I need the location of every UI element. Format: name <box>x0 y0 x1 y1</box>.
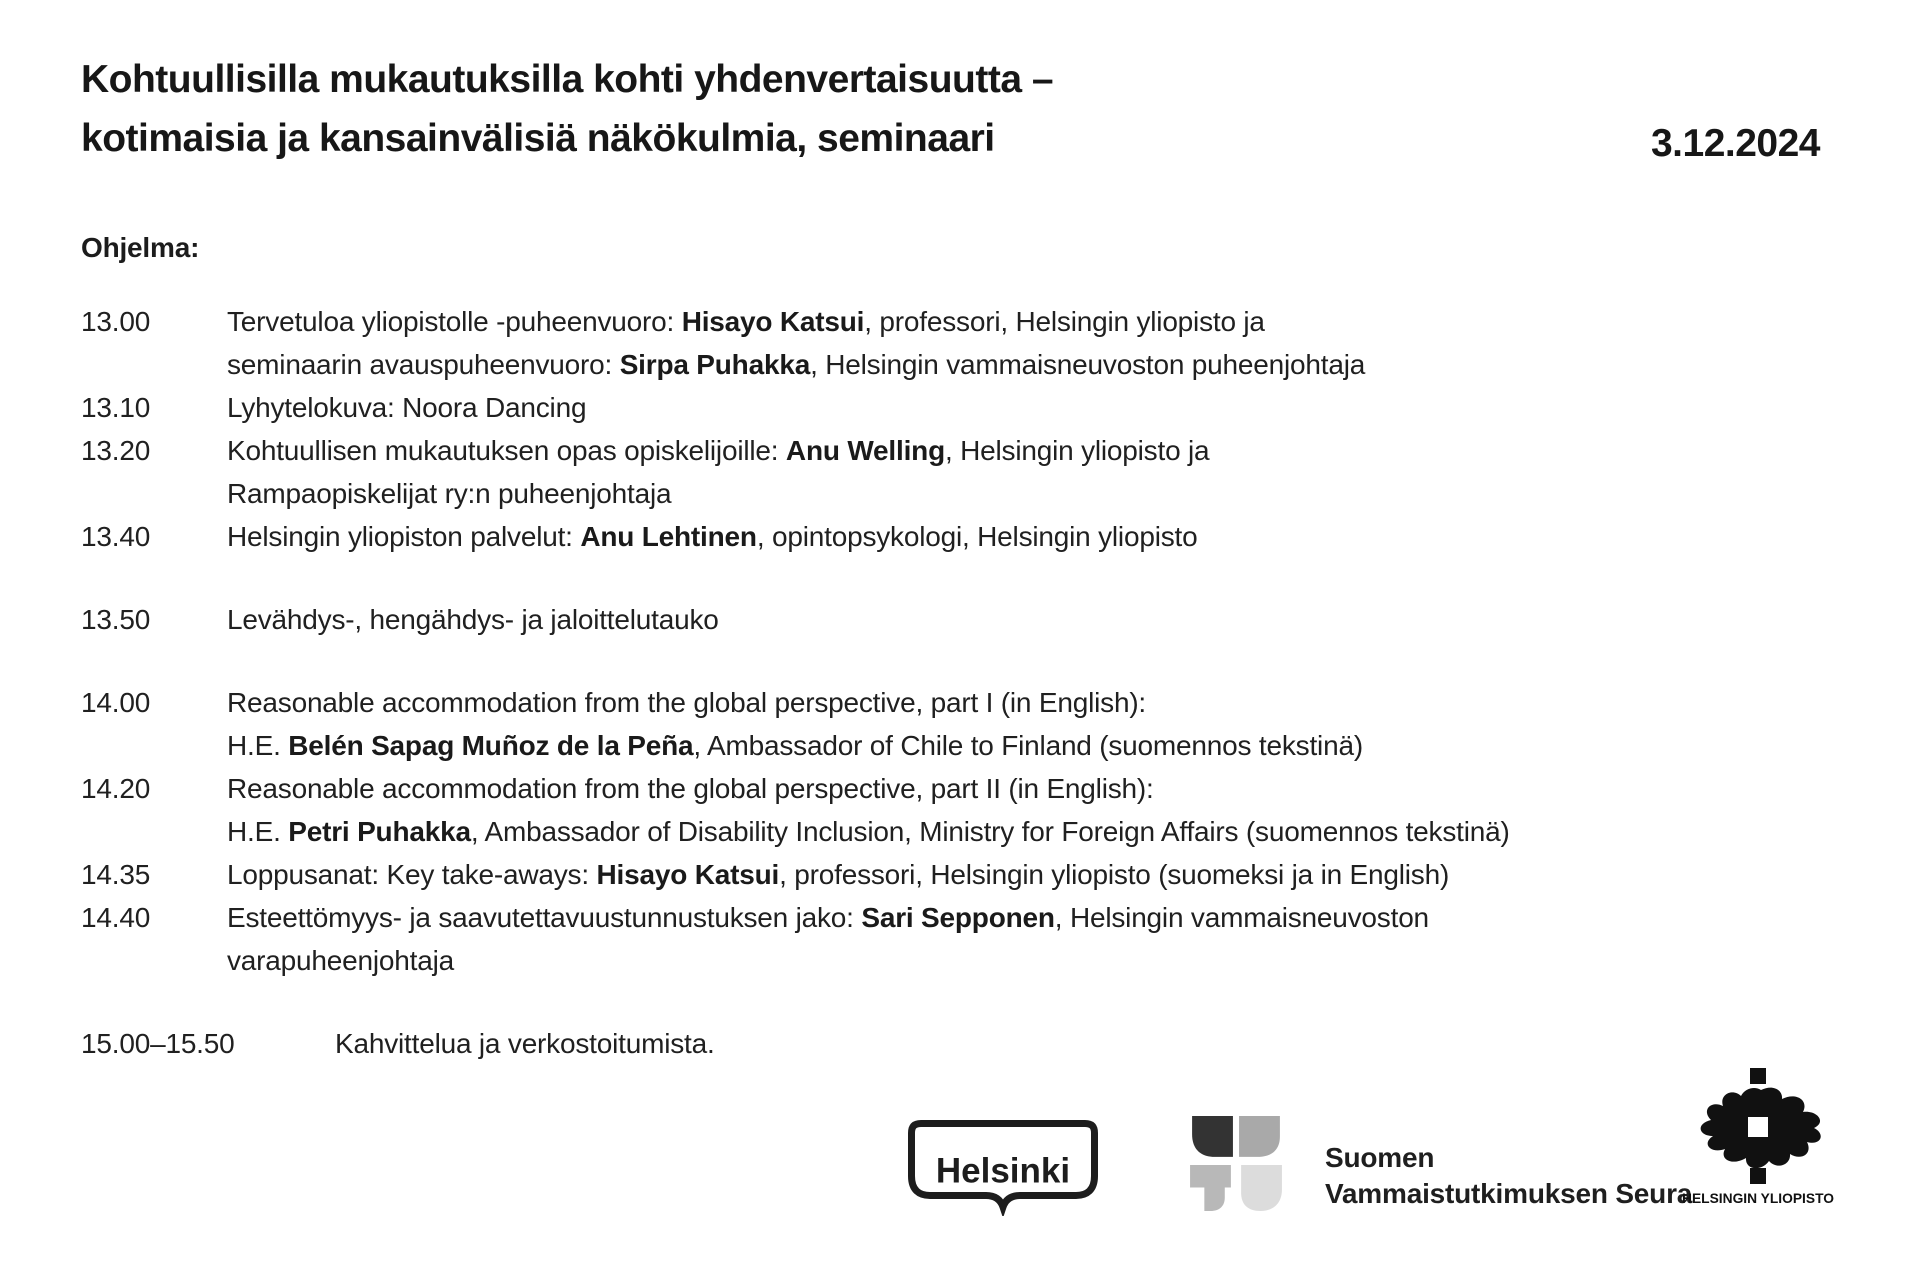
entry-description <box>227 515 1841 558</box>
entry-description <box>227 300 1841 386</box>
text-segment: , professori, Helsingin yliopisto ja <box>864 306 1265 337</box>
text-segment: Lyhytelokuva: Noora Dancing <box>227 392 587 423</box>
entry-line <box>227 598 1841 641</box>
entry-line <box>227 300 1841 343</box>
speaker-name: Belén Sapag Muñoz de la Peña <box>288 730 694 761</box>
entry-line <box>227 853 1841 896</box>
entry-time: 14.20 <box>81 773 151 804</box>
program-entry-1300 <box>81 300 1841 386</box>
text-segment: varapuheenjohtaja <box>227 945 455 976</box>
svs-tiles-icon <box>1190 1114 1282 1211</box>
svs-name-line1: Suomen <box>1325 1142 1435 1173</box>
entry-line <box>227 724 1841 767</box>
hy-flame-icon <box>1678 1060 1838 1210</box>
entry-description <box>227 681 1841 767</box>
helsinki-city-logo <box>908 1120 1098 1221</box>
speaker-name: Petri Puhakka <box>288 816 471 847</box>
text-segment: , opintopsykologi, Helsingin yliopisto <box>756 521 1198 552</box>
text-segment: , Ambassador of Chile to Finland (suomennos tekstinä) <box>693 730 1363 761</box>
entry-time: 14.40 <box>81 902 151 933</box>
entry-line <box>335 1022 1841 1065</box>
entry-line <box>227 515 1841 558</box>
text-segment: Kohtuullisen mukautuksen opas opiskelijoille: <box>227 435 786 466</box>
svs-logo-mark <box>1190 1114 1282 1216</box>
entry-description <box>227 767 1841 853</box>
program-entry-1340 <box>81 515 1841 558</box>
entry-description <box>227 598 1841 641</box>
program-entry-1440 <box>81 896 1841 982</box>
page-title-line2: kotimaisia ja kansainvälisiä näkökulmia, seminaari <box>81 117 995 160</box>
entry-description <box>227 896 1841 982</box>
program-schedule <box>81 300 1841 1065</box>
text-segment: , Helsingin vammaisneuvoston puheenjohtaja <box>810 349 1366 380</box>
text-segment: , Helsingin yliopisto ja <box>944 435 1210 466</box>
helsinki-logo-text: Helsinki <box>935 1151 1071 1191</box>
speaker-name: Anu Welling <box>785 435 945 466</box>
entry-time: 13.00 <box>81 306 151 337</box>
speaker-name: Anu Lehtinen <box>580 521 757 552</box>
helsinki-crest-icon <box>908 1120 1098 1216</box>
program-entry-1500 <box>81 1022 1841 1065</box>
text-segment: Kahvittelua ja verkostoitumista. <box>335 1028 715 1059</box>
text-segment: H.E. <box>227 816 289 847</box>
program-entry-1420 <box>81 767 1841 853</box>
text-segment: seminaarin avauspuheenvuoro: <box>227 349 620 380</box>
program-entry-1400 <box>81 681 1841 767</box>
text-segment: Reasonable accommodation from the global perspective, part I (in English): <box>227 687 1147 718</box>
entry-line <box>227 343 1841 386</box>
university-of-helsinki-logo <box>1678 1060 1838 1215</box>
program-entry-1320 <box>81 429 1841 515</box>
speaker-name: Sirpa Puhakka <box>619 349 811 380</box>
text-segment: , Ambassador of Disability Inclusion, Ministry for Foreign Affairs (suomennos tekstinä) <box>470 816 1510 847</box>
entry-line <box>227 386 1841 429</box>
entry-line <box>227 896 1841 939</box>
entry-line <box>227 939 1841 982</box>
entry-time: 14.35 <box>81 859 151 890</box>
speaker-name: Hisayo Katsui <box>596 859 780 890</box>
page-title-line1: Kohtuullisilla mukautuksilla kohti yhdenvertaisuutta – <box>81 58 1054 101</box>
svs-name-line2: Vammaistutkimuksen Seura <box>1325 1178 1693 1209</box>
entry-line <box>227 681 1841 724</box>
entry-time: 13.10 <box>81 392 151 423</box>
text-segment: H.E. <box>227 730 289 761</box>
text-segment: Rampaopiskelijat ry:n puheenjohtaja <box>227 478 672 509</box>
text-segment: Reasonable accommodation from the global perspective, part II (in English): <box>227 773 1154 804</box>
event-date: 3.12.2024 <box>1650 122 1820 165</box>
svs-logo-name <box>1325 1140 1692 1212</box>
text-segment: Loppusanat: Key take-aways: <box>227 859 597 890</box>
page-title <box>81 50 1053 168</box>
text-segment: Levähdys-, hengähdys- ja jaloittelutauko <box>227 604 719 635</box>
entry-time: 14.00 <box>81 687 151 718</box>
hy-logo-text: HELSINGIN YLIOPISTO <box>1682 1190 1835 1206</box>
entry-time: 13.40 <box>81 521 151 552</box>
text-segment: , professori, Helsingin yliopisto (suomeksi ja in English) <box>779 859 1450 890</box>
entry-line <box>227 767 1841 810</box>
entry-description <box>227 853 1841 896</box>
program-entry-1310 <box>81 386 1841 429</box>
entry-description <box>227 429 1841 515</box>
speaker-name: Sari Sepponen <box>861 902 1055 933</box>
program-entry-1435 <box>81 853 1841 896</box>
entry-line <box>227 472 1841 515</box>
text-segment: , Helsingin vammaisneuvoston <box>1054 902 1429 933</box>
entry-description <box>335 1022 1841 1065</box>
program-heading: Ohjelma: <box>81 232 200 263</box>
entry-line <box>227 429 1841 472</box>
program-entry-1350 <box>81 598 1841 641</box>
entry-time: 15.00–15.50 <box>81 1028 235 1059</box>
entry-time: 13.20 <box>81 435 151 466</box>
entry-line <box>227 810 1841 853</box>
entry-time: 13.50 <box>81 604 151 635</box>
entry-description <box>227 386 1841 429</box>
text-segment: Helsingin yliopiston palvelut: <box>227 521 581 552</box>
text-segment: Esteettömyys- ja saavutettavuustunnustuksen jako: <box>227 902 862 933</box>
speaker-name: Hisayo Katsui <box>681 306 865 337</box>
text-segment: Tervetuloa yliopistolle -puheenvuoro: <box>227 306 682 337</box>
